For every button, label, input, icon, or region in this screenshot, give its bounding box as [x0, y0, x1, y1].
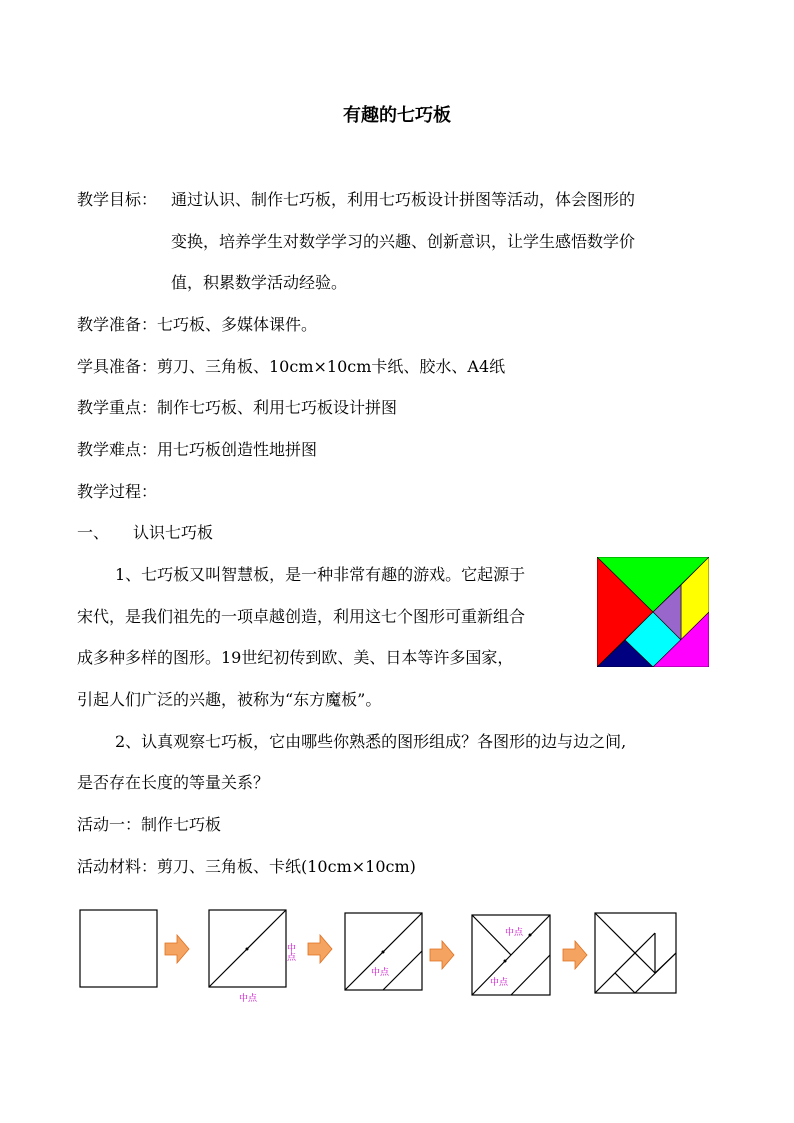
objective-line-2: 变换，培养学生对数学学习的兴趣、创新意识，让学生感悟数学价: [171, 232, 636, 251]
step-4-midpoint-label-bottom: 中点: [490, 978, 509, 988]
tangram-image: [597, 557, 709, 667]
student-tools: 学具准备：剪刀、三角板、10cm×10cm卡纸、胶水、A4纸: [77, 357, 506, 376]
step-arrow-4: [563, 941, 587, 969]
objective-label: 教学目标：: [77, 190, 158, 209]
step-arrow-2: [308, 935, 332, 963]
para1-line-4: 引起人们广泛的兴趣，被称为“东方魔板”。: [77, 690, 382, 709]
activity-materials: 活动材料：剪刀、三角板、卡纸(10cm×10cm): [77, 857, 416, 876]
step-2: [209, 910, 296, 1004]
objective-line-3: 值，积累数学活动经验。: [171, 273, 348, 292]
section-1-title: 认识七巧板: [133, 523, 214, 542]
para2-line-2: 是否存在长度的等量关系？: [77, 773, 270, 792]
step-arrow-3: [430, 941, 454, 969]
page-title: 有趣的七巧板: [343, 105, 451, 126]
step-3-midpoint-label: 中点: [371, 968, 390, 978]
construction-steps-diagram: [75, 905, 695, 1005]
para1-line-3: 成多种多样的图形。19世纪初传到欧、美、日本等许多国家，: [77, 648, 514, 667]
process-heading: 教学过程：: [77, 482, 158, 501]
step-1-square: [80, 910, 157, 987]
step-5: [595, 913, 676, 993]
step-2-midpoint-label-bottom: 中点: [239, 994, 258, 1004]
teaching-prep: 教学准备：七巧板、多媒体课件。: [77, 315, 318, 334]
section-1-number: 一、: [77, 523, 110, 542]
para2-line-1: 2、认真观察七巧板，它由哪些你熟悉的图形组成？各图形的边与边之间,: [115, 732, 627, 751]
step-2-midpoint-label-right: 中点: [285, 943, 295, 961]
step-4: [472, 915, 550, 995]
step-arrow-1: [165, 935, 189, 963]
step-3: [345, 913, 422, 990]
key-point: 教学重点：制作七巧板、利用七巧板设计拼图: [77, 398, 398, 417]
para1-line-1: 1、七巧板又叫智慧板，是一种非常有趣的游戏。它起源于: [115, 565, 526, 584]
activity-1-heading: 活动一：制作七巧板: [77, 815, 222, 834]
objective-line-1: 通过认识、制作七巧板，利用七巧板设计拼图等活动，体会图形的: [171, 190, 636, 209]
difficulty: 教学难点：用七巧板创造性地拼图: [77, 440, 318, 459]
para1-line-2: 宋代，是我们祖先的一项卓越创造，利用这七个图形可重新组合: [77, 607, 526, 626]
step-4-midpoint-label-top: 中点: [505, 928, 524, 938]
